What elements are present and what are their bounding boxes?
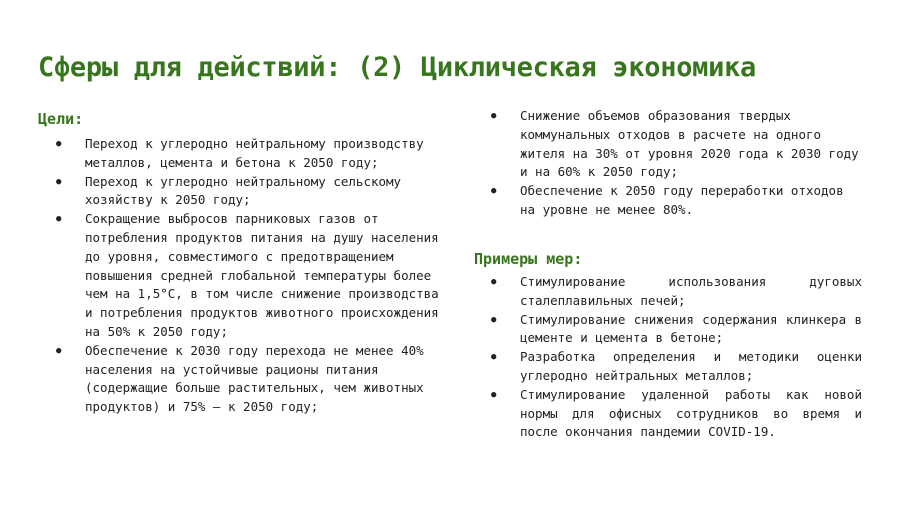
list-item: ● Обеспечение к 2030 году перехода не менее 40% населения на устойчивые рационы питания (содержащие больше растительных, чем животных продуктов) и 75% — к 2050 году; [53,342,453,417]
goals-list [53,135,453,417]
list-item: ● Разработка определения и методики оценки углеродно нейтральных металлов; [488,348,862,386]
measures-list [488,273,862,442]
list-item: ● Стимулирование удаленной работы как новой нормы для офисных сотрудников во время и после окончания пандемии COVID-19. [488,386,862,442]
list-item: ● Снижение объемов образования твердых коммунальных отходов в расчете на одного жителя на 30% от уровня 2020 года к 2030 году и на 60% к 2050 году; [488,107,862,182]
list-item: ● Переход к углеродно нейтральному производству металлов, цемента и бетона к 2050 году; [53,135,453,173]
list-item: ● Стимулирование использования дуговых сталеплавильных печей; [488,273,862,311]
goals-heading: Цели: [38,110,84,128]
list-item: ● Сокращение выбросов парниковых газов от потребления продуктов питания на душу населения до уровня, совместимого с предотвращением повышения средней глобальной температуры более чем на 1,5°C, в том числе снижение производства и потребления продуктов животного происхождения на 50% к 2050 году; [53,210,453,342]
slide-title: Сферы для действий: (2) Циклическая экономика [38,52,756,83]
measures-heading: Примеры мер: [474,250,583,268]
list-item: ● Переход к углеродно нейтральному сельскому хозяйству к 2050 году; [53,173,453,211]
goals-list-continued [488,107,862,220]
list-item: ● Обеспечение к 2050 году переработки отходов на уровне не менее 80%. [488,182,862,220]
list-item: ● Стимулирование снижения содержания клинкера в цементе и цемента в бетоне; [488,311,862,349]
